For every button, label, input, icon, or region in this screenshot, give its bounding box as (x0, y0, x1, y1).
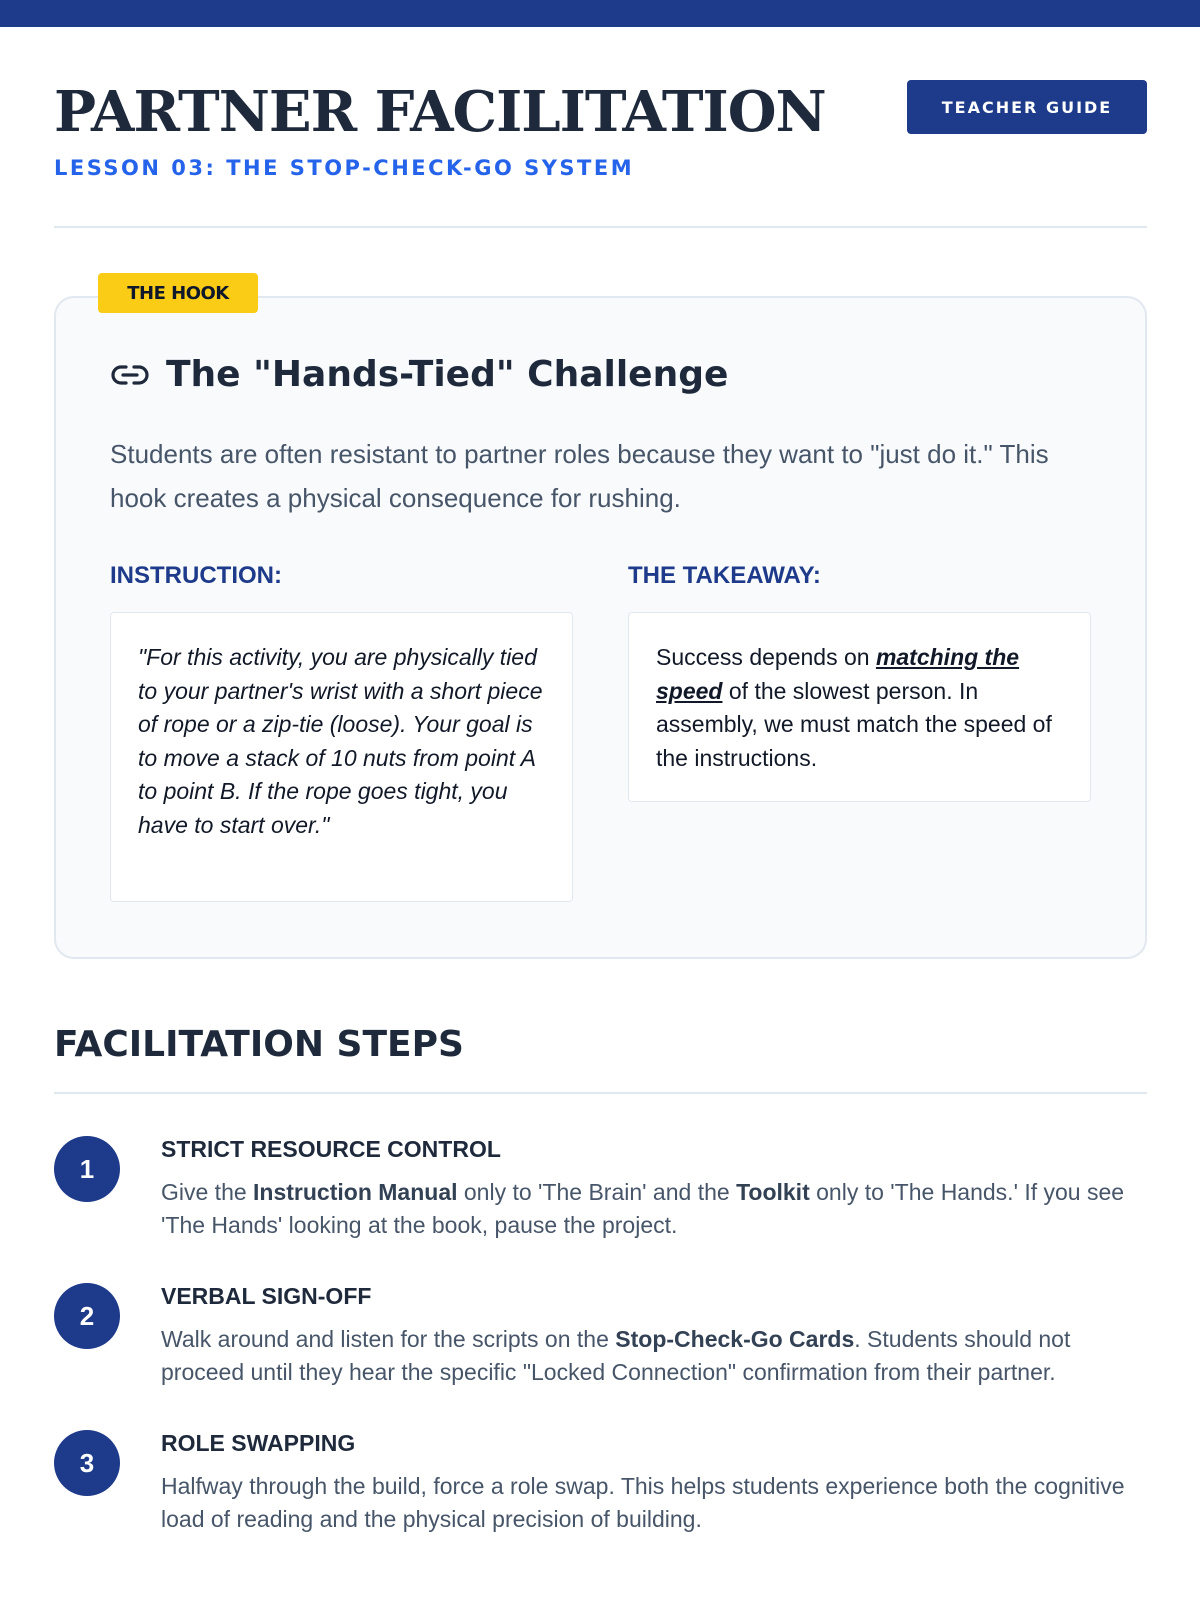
step-description (161, 1176, 1147, 1242)
step-title: ROLE SWAPPING (161, 1430, 356, 1456)
steps-divider (54, 1092, 1147, 1094)
page (54, 0, 1147, 1532)
step-title: STRICT RESOURCE CONTROL (161, 1136, 501, 1162)
step-description (161, 1470, 1147, 1536)
step-text-part: Halfway through the build, force a role swap. This helps students experience both the cognitive load of reading and the physical precision of building. (161, 1473, 1125, 1532)
takeaway-text-after: of the slowest person. In assembly, we must match the speed of the instructions. (656, 677, 1052, 771)
steps-heading: FACILITATION STEPS (54, 1024, 464, 1065)
step-text-bold: Instruction Manual (253, 1179, 458, 1205)
takeaway-text-before: Success depends on (656, 644, 876, 670)
step-text-part: Walk around and listen for the scripts on the (161, 1326, 616, 1352)
hook-title-row (110, 354, 728, 395)
step-number-badge: 1 (54, 1136, 120, 1202)
step-title: VERBAL SIGN-OFF (161, 1283, 372, 1309)
step-description (161, 1323, 1147, 1389)
teacher-guide-badge: TEACHER GUIDE (907, 80, 1147, 134)
instruction-label: INSTRUCTION: (110, 562, 282, 589)
step-text-part: only to 'The Brain' and the (457, 1179, 737, 1205)
lesson-subtitle: LESSON 03: THE STOP-CHECK-GO SYSTEM (54, 156, 635, 180)
step-text-bold: Toolkit (736, 1179, 810, 1205)
instruction-text: "For this activity, you are physically tied to your partner's wrist with a short piece of rope or a zip-tie (loose). Your goal is to move a stack of 10 nuts from point A to point B. If the rope goes tight, you have to start over." (138, 644, 543, 838)
takeaway-emphasis: matching the speed (656, 644, 1020, 704)
page-title: PARTNER FACILITATION (54, 79, 826, 145)
takeaway-label: THE TAKEAWAY: (628, 562, 821, 589)
step-text-bold: Stop-Check-Go Cards (615, 1326, 855, 1352)
step-number-badge: 3 (54, 1430, 120, 1496)
hook-title: The "Hands-Tied" Challenge (166, 354, 729, 395)
hook-intro: Students are often resistant to partner roles because they want to "just do it." This hook creates a physical consequence for rushing. (110, 439, 1049, 513)
takeaway-box (628, 612, 1091, 802)
hook-tag: THE HOOK (98, 273, 258, 313)
page-header (54, 0, 1147, 228)
step-text-part: Give the (161, 1179, 254, 1205)
step-text-part: . Students should not proceed until they hear the specific "Locked Connection" confirmation from their partner. (161, 1326, 1071, 1385)
instruction-box (110, 612, 573, 902)
step-number-badge: 2 (54, 1283, 120, 1349)
step-text-part: only to 'The Hands.' If you see 'The Hands' looking at the book, pause the project. (161, 1179, 1125, 1238)
link-icon (110, 360, 150, 390)
